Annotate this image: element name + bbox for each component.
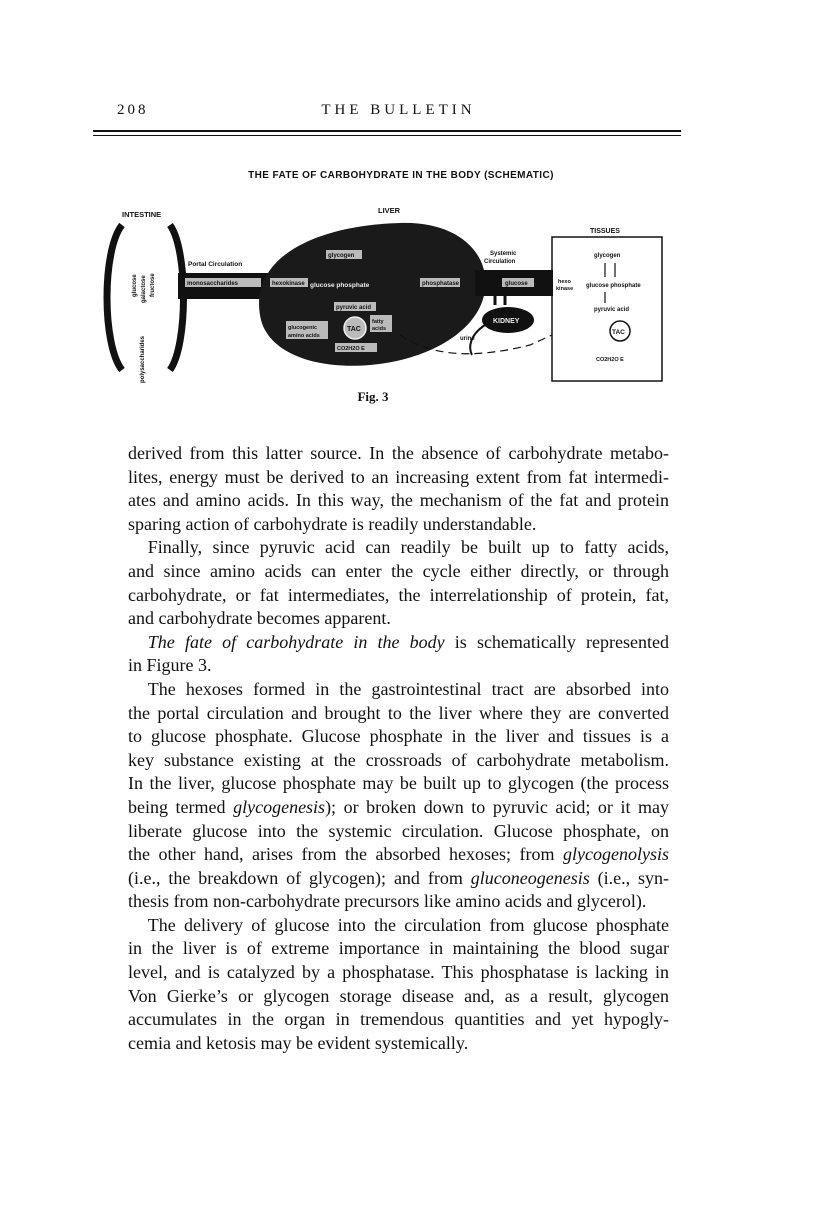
p4-l6-a: being termed <box>128 796 234 817</box>
p4-l6-italic: glycogenesis <box>233 796 326 817</box>
p5-line-4: Von Gierke’s or glycogen storage disease and, as a result, glycogen <box>128 985 669 1006</box>
paragraph-3 <box>128 631 669 678</box>
p5-line-6: cemia and ketosis may be evident systemically. <box>128 1032 469 1053</box>
intestine-left-bracket <box>107 225 122 370</box>
kidney-label: KIDNEY <box>493 318 520 325</box>
glucogenic-label-1: glucogenic <box>288 325 318 331</box>
figure-title: THE FATE OF CARBOHYDRATE IN THE BODY (SCHEMATIC) <box>248 170 554 181</box>
hexokinase-label: hexokinase <box>272 281 305 287</box>
p4-line-9 <box>128 867 669 891</box>
p4-line-10: thesis from non-carbohydrate precursors like amino acids and glycerol). <box>128 891 647 912</box>
carbohydrate-diagram <box>100 195 670 390</box>
p4-line-6 <box>128 796 669 820</box>
portal-circulation-label: Portal Circulation <box>188 261 243 268</box>
p1-line-3: ates and amino acids. In this way, the mechanism of the fat and protein <box>128 490 669 511</box>
p2-line-4: and carbohydrate becomes apparent. <box>128 608 391 629</box>
p5-line-5: accumulates in the organ in tremendous quantities and yet hypogly- <box>128 1009 669 1030</box>
figure-caption: Fig. 3 <box>357 389 389 404</box>
running-title: THE BULLETIN <box>321 102 476 118</box>
intestine-label: INTESTINE <box>122 210 162 219</box>
sugar-fructose: fructose <box>150 273 156 297</box>
polysaccharides-label: polysaccharides <box>140 335 146 383</box>
tissue-co2: CO2H2O E <box>596 357 624 363</box>
fatty-label-2: acids <box>372 326 387 332</box>
p1-line-2: lites, energy must be derived to an increasing extent from fat intermedi- <box>128 466 669 487</box>
p3-line-2: in Figure 3. <box>128 655 212 676</box>
co2-liver: CO2H2O E <box>337 346 365 352</box>
p4-l9-b: (i.e., syn- <box>589 867 669 888</box>
p2-line-1: Finally, since pyruvic acid can readily be built up to fatty acids, <box>147 537 669 558</box>
p2-line-3: carbohydrate, or fat intermediates, the interrelationship of protein, fat, <box>128 584 669 605</box>
paragraph-2 <box>128 536 669 630</box>
systemic-label-1: Systemic <box>490 251 517 257</box>
liver-glycogen: glycogen <box>328 253 355 259</box>
liver-label: LIVER <box>378 206 401 215</box>
urine-label: urine <box>460 336 475 342</box>
tissue-hexo-2: kinase <box>556 286 574 292</box>
p4-l8-italic: glycogenolysis <box>563 844 669 865</box>
tissues-label: TISSUES <box>590 228 620 235</box>
p4-line-5: In the liver, glucose phosphate may be built up to glycogen (the process <box>128 773 669 794</box>
tac-liver: TAC <box>347 326 361 333</box>
p4-line-7: liberate glucose into the systemic circulation. Glucose phosphate, on <box>128 820 669 841</box>
phosphatase-label: phosphatase <box>422 281 460 287</box>
glucogenic-label-2: amino acids <box>288 333 320 339</box>
tissue-glucose-phosphate: glucose phosphate <box>586 283 641 289</box>
running-header <box>117 102 680 126</box>
p3-line-1 <box>128 631 669 655</box>
p5-line-1: The delivery of glucose into the circulation from glucose phosphate <box>147 914 669 935</box>
p1-line-4: sparing action of carbohydrate is readily understandable. <box>128 513 537 534</box>
sugar-galactose: galactose <box>141 275 147 303</box>
tissue-pyruvic: pyruvic acid <box>594 307 630 313</box>
header-rule-thin <box>93 135 681 136</box>
p5-line-2: in the liver is of extreme importance in maintaining the blood sugar <box>128 938 669 959</box>
p4-l9-italic: gluconeogenesis <box>470 867 590 888</box>
sugar-glucose: glucose <box>132 274 138 297</box>
p4-l8-a: the other hand, arises from the absorbed hexoses; from <box>128 844 564 865</box>
systemic-label-2: Circulation <box>484 259 516 265</box>
paragraph-1 <box>128 442 669 536</box>
body-text <box>128 442 669 1055</box>
paragraph-5 <box>128 914 669 1056</box>
p3-italic: The fate of carbohydrate in the body <box>147 631 445 652</box>
fatty-label-1: fatty <box>372 319 384 325</box>
p4-l9-a: (i.e., the breakdown of glycogen); and from <box>128 867 471 888</box>
pyruvic-acid-liver: pyruvic acid <box>336 305 372 311</box>
p4-l6-b: ); or broken down to pyruvic acid; or it may <box>325 796 669 817</box>
glucose-phosphate-label: glucose phosphate <box>310 282 370 289</box>
p4-line-3: to glucose phosphate. Glucose phosphate in the liver and tissues is a <box>128 726 669 747</box>
p5-line-3: level, and is catalyzed by a phosphatase. This phosphatase is lacking in <box>128 962 669 983</box>
p2-line-2: and since amino acids can enter the cycle either directly, or through <box>128 560 669 581</box>
monosaccharides-label: monosaccharides <box>187 281 239 287</box>
p3-rest: is schematically represented <box>444 631 669 652</box>
p4-line-2: the portal circulation and brought to the liver where they are converted <box>128 702 669 723</box>
page-number: 208 <box>117 102 149 118</box>
p4-line-4: key substance existing at the crossroads of carbohydrate metabolism. <box>128 749 669 770</box>
p1-line-1: derived from this latter source. In the absence of carbohydrate metabo- <box>128 443 669 463</box>
p4-line-8 <box>128 843 669 867</box>
tac-tissue: TAC <box>612 329 625 336</box>
tissue-glycogen: glycogen <box>594 253 621 259</box>
paragraph-4 <box>128 678 669 914</box>
header-rule-thick <box>93 130 681 132</box>
tissue-hexo-1: hexo <box>558 279 571 285</box>
p4-line-1: The hexoses formed in the gastrointestinal tract are absorbed into <box>147 678 669 699</box>
glucose-label: glucose <box>505 281 528 287</box>
